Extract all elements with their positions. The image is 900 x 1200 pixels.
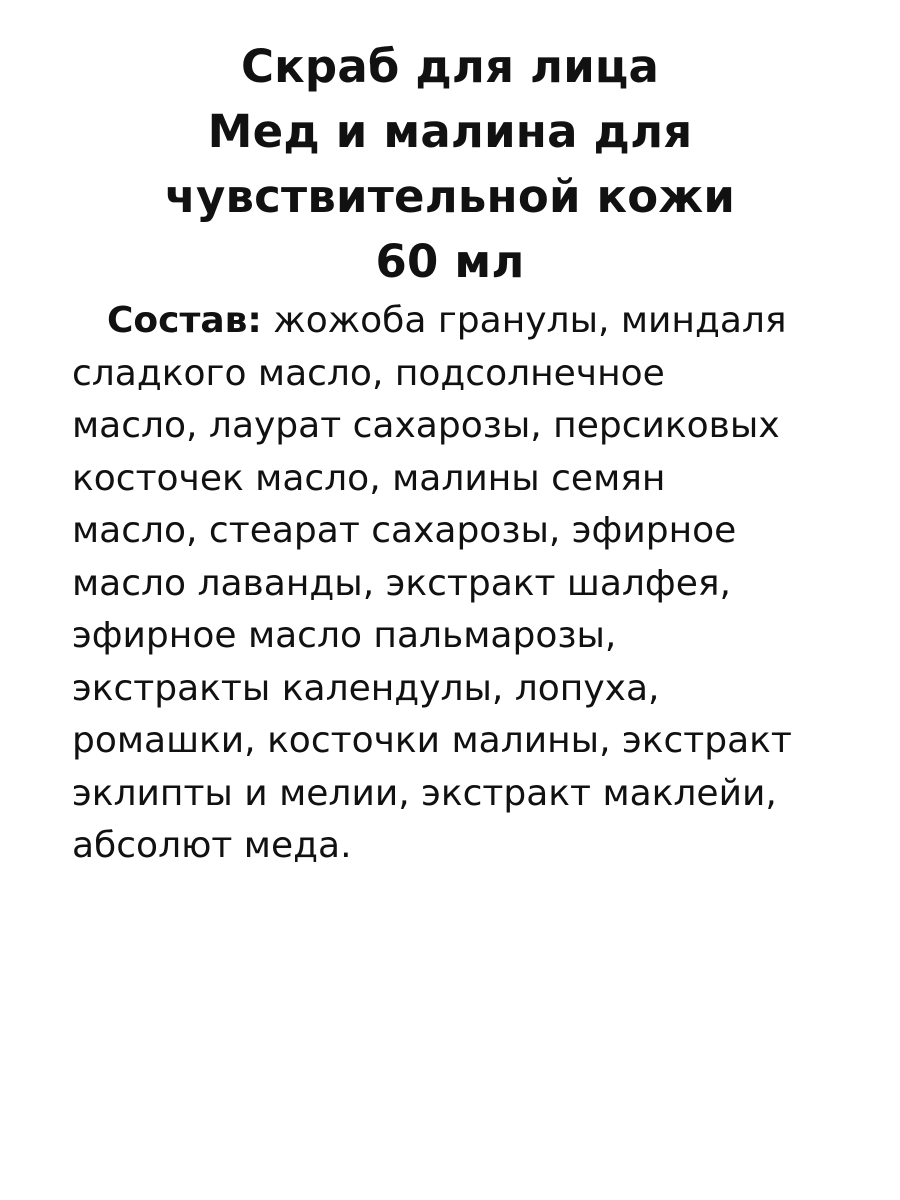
composition-line-5: масло, стеарат сахарозы, эфирное	[72, 510, 737, 551]
composition-section	[72, 295, 872, 873]
composition-label: Состав:	[107, 300, 262, 341]
composition-line-4: косточек масло, малины семян	[72, 457, 666, 499]
composition-line-8: экстракты календулы, лопуха,	[72, 667, 660, 709]
composition-line-7: эфирное масло пальмарозы,	[72, 615, 617, 656]
title-line-product-type: Скраб для лица	[240, 40, 660, 93]
composition-line-6: масло лаванды, экстракт шалфея,	[72, 562, 731, 604]
title-line-flavor: Мед и малина для	[207, 105, 693, 158]
composition-line-2: сладкого масло, подсолнечное	[72, 352, 665, 394]
title-line-volume: 60 мл	[375, 235, 525, 288]
composition-line-1	[72, 295, 872, 348]
composition-line-10: эклипты и мелии, экстракт маклейи,	[72, 772, 777, 814]
composition-text-1: жожоба гранулы, миндаля	[261, 300, 787, 341]
composition-line-3: масло, лаурат сахарозы, персиковых	[72, 405, 780, 446]
title-line-skin-type: чувствительной кожи	[164, 170, 736, 223]
composition-line-11: абсолют меда.	[72, 825, 352, 866]
product-title	[0, 34, 900, 294]
composition-line-9: ромашки, косточки малины, экстракт	[72, 720, 792, 761]
